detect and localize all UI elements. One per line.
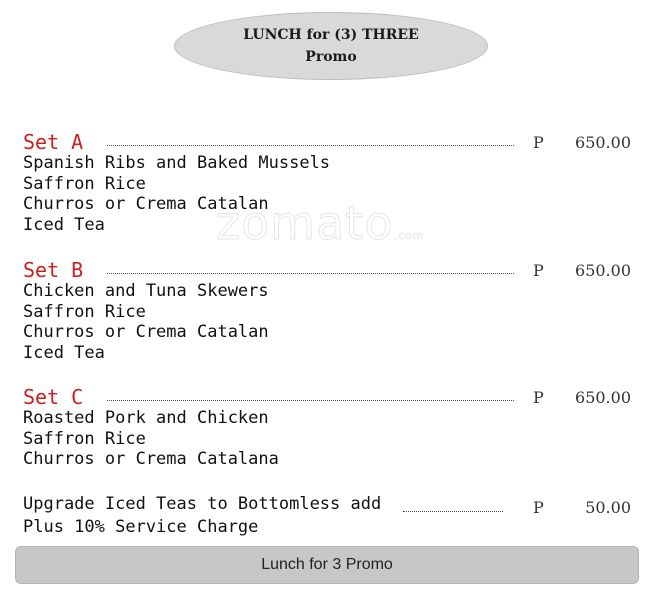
currency-label: P xyxy=(533,133,544,152)
set-a-block xyxy=(23,131,633,235)
currency-label: P xyxy=(533,388,544,407)
dot-leader xyxy=(107,273,514,274)
upgrade-price: 50.00 xyxy=(585,498,631,517)
dot-leader xyxy=(107,145,514,146)
dot-leader xyxy=(107,400,514,401)
header-oval xyxy=(174,12,488,80)
menu-item: Churros or Crema Catalan xyxy=(23,194,269,214)
upgrade-block xyxy=(23,494,633,537)
set-b-price: 650.00 xyxy=(575,261,631,280)
menu-item: Saffron Rice xyxy=(23,173,146,194)
set-a-price: 650.00 xyxy=(575,133,631,152)
menu-item: Saffron Rice xyxy=(23,301,146,322)
set-c-title: Set C xyxy=(23,385,84,409)
menu-item: Roasted Pork and Chicken xyxy=(23,408,269,428)
set-b-block xyxy=(23,259,633,363)
header-subtitle: Promo xyxy=(305,49,357,65)
menu-item: Spanish Ribs and Baked Mussels xyxy=(23,153,331,173)
set-c-block xyxy=(23,386,633,470)
menu-item: Chicken and Tuna Skewers xyxy=(23,281,269,301)
set-a-title: Set A xyxy=(23,130,84,154)
zomato-watermark: zomato.com xyxy=(216,196,425,250)
menu-item: Iced Tea xyxy=(23,214,105,235)
menu-item: Saffron Rice xyxy=(23,428,146,449)
upgrade-text: Upgrade Iced Teas to Bottomless add xyxy=(23,494,382,514)
menu-item: Churros or Crema Catalan xyxy=(23,322,269,342)
set-b-title: Set B xyxy=(23,258,84,282)
dot-leader xyxy=(403,511,503,512)
footer-label: Lunch for 3 Promo xyxy=(261,556,393,573)
currency-label: P xyxy=(533,261,544,280)
footer-caption-bar xyxy=(15,546,639,584)
menu-item: Churros or Crema Catalana xyxy=(23,449,279,469)
header-title: LUNCH for (3) THREE xyxy=(243,27,419,43)
currency-label: P xyxy=(533,498,544,517)
set-c-price: 650.00 xyxy=(575,388,631,407)
menu-item: Iced Tea xyxy=(23,342,105,363)
service-charge-note: Plus 10% Service Charge xyxy=(23,516,259,537)
